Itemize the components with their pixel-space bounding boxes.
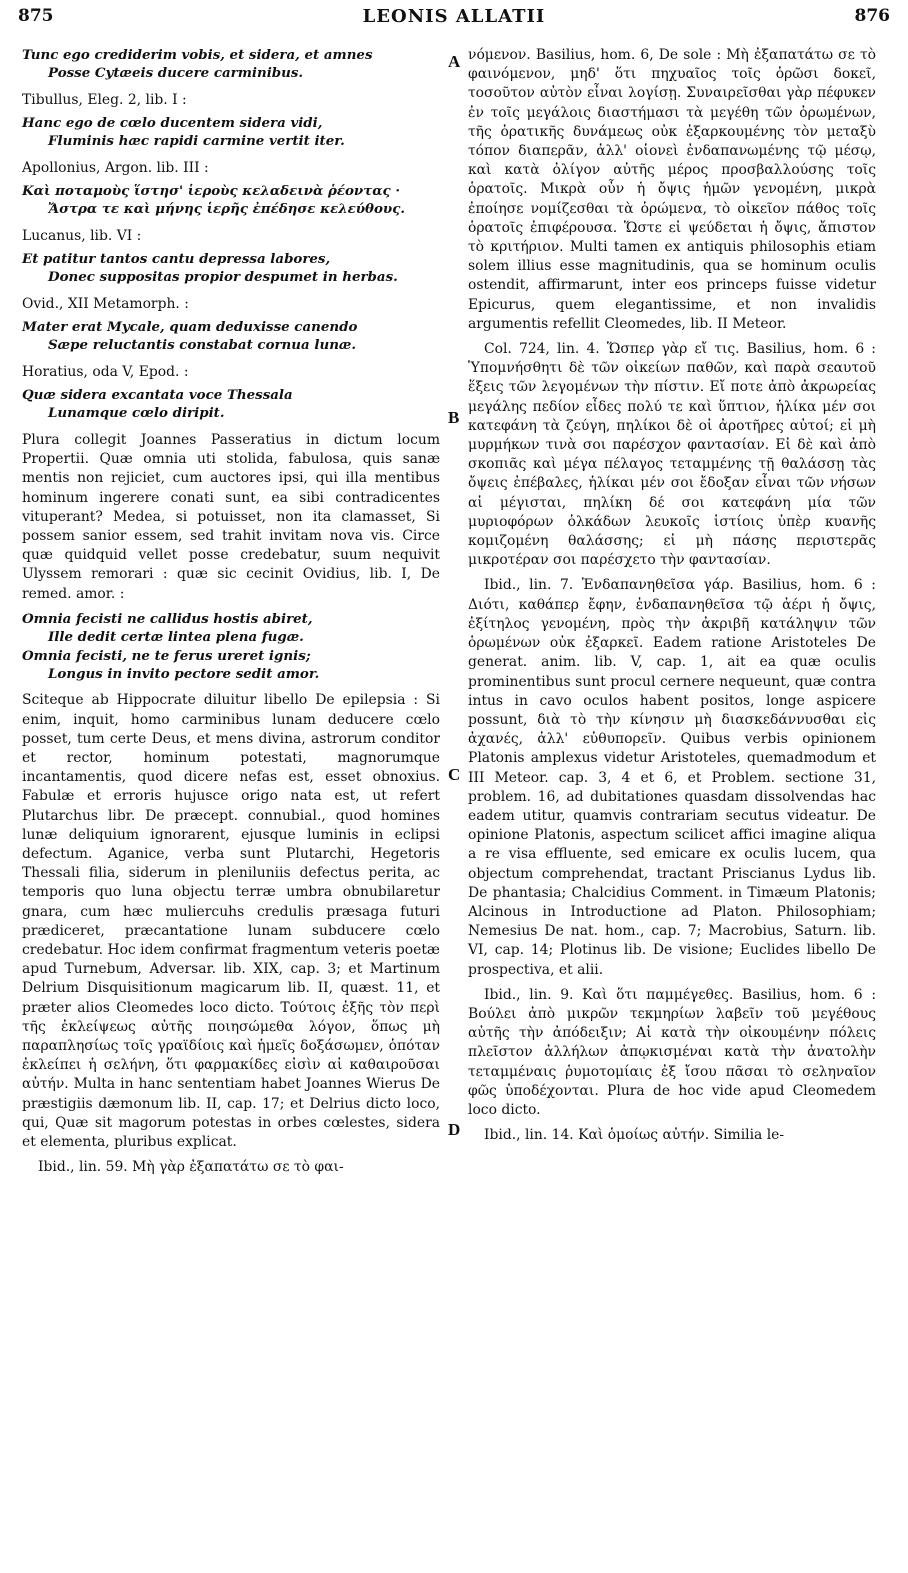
margin-marker-c: C	[448, 765, 461, 784]
citation-line: Ovid., XII Metamorph. :	[22, 295, 189, 312]
margin-marker-b: B	[448, 408, 460, 427]
commentary-paragraph: Ibid., lin. 14. Καὶ ὁμοίως αὐτήν. Similia le-	[484, 1127, 785, 1144]
commentary-paragraph: Sciteque ab Hippocrate diluitur libello De epilepsia : Si enim, inquit, homo carminibus lunam deducere cœlo posset, tum certe Deus, et mens divina, astrorum conditor et rector, hominum potestati, magnorumque incantamentis, quod dicere nefas est, esset obnoxius. Fabulæ et erroris hujusce origo nata est, ut refert Plutarchus libr. De præcept. connubial., quod homines lunæ deliquium ignorarent, ejusque luminis in eclipsi defectum. Aganice, verba sunt Plutarchi, Hegetoris Thessali filia, siderum in pleniluniis defectus perita, ac temporis quo luna objectu terræ umbra obnubilaretur gnara, cum hæc muliercuhs credulis præsaga futuri prædiceret, præcantatione lunam subducere cœlo credebatur. Hoc idem confirmat fragmentum veteris poetæ apud Turnebum, Adversar. lib. XIX, cap. 3; et Martinum Delrium Disquisitionum magicarum lib. II, quæst. 11, et præter alios Cleomedes loco dicto. Τούτοις ἐξῆς τὸν περὶ τῆς ἐκλείψεως αὐτῆς ποιησώμεθα λόγον, ὅπως μὴ παραπλησίως τοῖς γραϊδίοις καὶ ἡμεῖς δοξάσωμεν, ὁπόταν ἐκλείπει ἡ σελήνη, ὅτι φαρμακίδες εἰσὶν αἱ καθαιροῦσαι αὐτήν. Multa in hanc sententiam habet Joannes Wierus De præstigiis dæmonum lib. II, cap. 17; et Delrius dicto loco, qui, Quæ sit magorum potestas in orbes cœlestes, sidera et elementa, pluribus explicat.	[22, 692, 440, 1151]
commentary-paragraph: Col. 724, lin. 4. Ὥσπερ γὰρ εἴ τις. Basilius, hom. 6 : Ὑπομνήσθητι δὲ τῶν οἰκείων παθῶν, καὶ παρὰ σεαυτοῦ ἕξεις τῶν λεγομένων τὴν πίστιν. Εἴ ποτε ἀπὸ ἀκρωρείας μεγάλης πεδίον εἶδες πολύ τε καὶ ὕπτιον, ἡλίκα μέν σοι κατεφάνη τὰ ζεύγη, πηλίκοι δὲ οἱ ἀροτῆρες αὐτοί; εἰ μὴ μυρμήκων τινὰ σοι παρέσχον φαντασίαν. Εἰ δὲ καὶ ἀπὸ σκοπιᾶς καὶ μέγα πέλαγος τεταμμένης τῇ θαλάσσῃ τὰς ὄψεις ἐπέβαλες, ἡλίκαι μέν σοι ἔδοξαν εἶναι τῶν νήσων αἱ μέγισται, πηλίκη δέ σοι κατεφάνη μία τῶν μυριοφόρων ὁλκάδων λευκοῖς ἱστίοις ὑπὲρ κυανῆς κομιζομένη θαλάσσης; εἰ μὴ πάσης περιστερᾶς μικροτέραν σοι παρέσχετο τὴν φαντασίαν.	[468, 341, 876, 569]
verse-line: Posse Cytæeis ducere carminibus.	[48, 65, 304, 82]
page-number-right: 876	[854, 6, 890, 26]
verse-line: Et patitur tantos cantu depressa labores,	[22, 251, 331, 268]
verse-line: Omnia fecisti, ne te ferus ureret ignis;	[22, 647, 311, 664]
verse-quote	[22, 182, 440, 219]
citation-line: Apollonius, Argon. lib. III :	[22, 159, 209, 176]
verse-quote	[22, 46, 440, 83]
left-column	[22, 46, 440, 1183]
margin-marker-d: D	[448, 1120, 461, 1139]
page-number-left: 875	[18, 6, 54, 26]
margin-marker-a: A	[448, 52, 461, 71]
verse-line: Omnia fecisti ne callidus hostis abiret,	[22, 610, 313, 627]
verse-line: Fluminis hæc rapidi carmine vertit iter.	[48, 133, 345, 150]
citation-line: Tibullus, Eleg. 2, lib. I :	[22, 91, 187, 108]
verse-line: Hanc ego de cœlo ducentem sidera vidi,	[22, 115, 323, 132]
right-column	[468, 46, 876, 1151]
verse-quote	[22, 250, 440, 287]
verse-quote	[22, 610, 440, 684]
verse-line: Longus in invito pectore sedit amor.	[48, 665, 320, 682]
verse-line: Ille dedit certæ lintea plena fugæ.	[48, 629, 304, 646]
citation-line: Horatius, oda V, Epod. :	[22, 363, 189, 380]
running-title: LEONIS ALLATII	[362, 6, 546, 27]
commentary-paragraph: νόμενον. Basilius, hom. 6, De sole : Μὴ ἐξαπατάτω σε τὸ φαινόμενον, μηδ' ὅτι πηχυαῖος τοῖς ὁρῶσι δοκεῖ, τοσοῦτον αὐτὸν εἶναι λογίσῃ. Συναιρεῖσθαι γὰρ πέφυκεν ἐν τοῖς μεγάλοις διαστήμασι τὰ μεγέθη τῶν ὁρωμένων, τῆς ὁρατικῆς δυνάμεως οὐκ ἐξαρκουμένης τὸν μεταξὺ τόπον διαπερᾶν, ἀλλ' οἱονεὶ ἐνδαπανωμένης τῷ μέσῳ, καὶ κατὰ ὀλίγον αὐτῆς μέρος προσβαλλούσης τοῖς ὁρατοῖς. Μικρὰ οὖν ἡ ὄψις ἡμῶν γενομένη, μικρὰ ἐποίησε νομίζεσθαι τὰ ὁρώμενα, τὸ οἰκεῖον πάθος τοῖς ὁρατοῖς ἐπιφέρουσα. Ὥστε εἰ ψεύδεται ἡ ὄψις, ἄπιστον τὸ κριτήριον. Multi tamen ex antiquis philosophis etiam solem illius esse magnitudinis, qua se hominum oculis ostendit, affirmarunt, inter eos princeps fuisse videtur Epicurus, quem elegantissime, et non invalidis argumentis refellit Cleomedes, lib. II Meteor.	[468, 47, 876, 332]
verse-quote	[22, 386, 440, 423]
citation-line: Lucanus, lib. VI :	[22, 227, 142, 244]
verse-line: Lunamque cœlo diripit.	[48, 405, 225, 422]
verse-line: Ἄστρα τε καὶ μήνης ἱερῆς ἐπέδησε κελεύθους.	[48, 201, 406, 218]
commentary-paragraph: Plura collegit Joannes Passeratius in dictum locum Propertii. Quæ omnia uti stolida, fabulosa, quis sanæ mentis non rejiciet, cum auctores ipsi, qui illa mentibus hominum ingerere conati sunt, ea sibi contradicentes vituperant? Medea, si potuisset, non ita clamasset, Si possem sanior essem, sed trahit invitam nova vis. Circe quæ quidquid vellet posse credebatur, suum nequivit Ulyssem remorari : quæ sic cecinit Ovidius, lib. I, De remed. amor. :	[22, 431, 440, 602]
verse-line: Donec suppositas propior despumet in herbas.	[48, 269, 398, 286]
running-header	[18, 6, 890, 32]
verse-line: Sæpe reluctantis constabat cornua lunæ.	[48, 337, 357, 354]
verse-line: Mater erat Mycale, quam deduxisse canendo	[22, 319, 358, 336]
verse-quote	[22, 114, 440, 151]
verse-quote	[22, 318, 440, 355]
verse-line: Quæ sidera excantata voce Thessala	[22, 387, 293, 404]
verse-line: Tunc ego crediderim vobis, et sidera, et amnes	[22, 47, 373, 63]
commentary-paragraph: Ibid., lin. 7. Ἐνδαπανηθεῖσα γάρ. Basilius, hom. 6 : Διότι, καθάπερ ἔφην, ἐνδαπανηθεῖσα τῷ ἀέρι ἡ ὄψις, ἐξίτηλος γενομένη, πρὸς τὴν ἀκριβῆ κατάληψιν τῶν ὁρωμένων οὐκ ἐξαρκεῖ. Eadem ratione Aristoteles De generat. anim. lib. V, cap. 1, ait ea quæ oculis prominentibus sunt procul cernere nequeunt, quæ contra intus in cavo oculos habent positos, longe aspicere possunt, διὰ τὸ τὴν κίνησιν μὴ διασκεδάννυσθαι εἰς ἀχανές, ἀλλ' εὐθυπορεῖν. Quibus verbis opinionem Platonis amplexus videtur Aristoteles, quemadmodum et III Meteor. cap. 3, 4 et 6, et Problem. sectione 31, problem. 16, ad dubitationes quasdam dissolvendas hac eadem utitur, quamvis contrariam secutus videatur. De opinione Platonis, aspectum scilicet affici imagine aliqua a re visa effluente, sed emicare ex oculis lucem, qua objectum comprehendat, tractant Priscianus Lydus lib. De phantasia; Chalcidius Comment. in Timæum Platonis; Alcinous in Introductione ad Platon. Philosophiam; Nemesius De nat. hom., cap. 7; Macrobius, Saturn. lib. VI, cap. 14; Plotinus lib. De visione; Euclides libello De prospectiva, et alii.	[468, 577, 876, 978]
verse-line: Καὶ ποταμοὺς ἵστησ' ἱεροὺς κελαδεινὰ ῥέοντας ·	[22, 183, 401, 200]
commentary-paragraph: Ibid., lin. 9. Καὶ ὅτι παμμέγεθες. Basilius, hom. 6 : Βούλει ἀπὸ μικρῶν τεκμηρίων λαβεῖν τοῦ μεγέθους αὐτῆς τὴν ἀπόδειξιν; Αἱ κατὰ τὴν οἰκουμένην πόλεις πλεῖστον ἀλλήλων ἀπῳκισμέναι κατὰ τὴν ἀνατολὴν τεταμμέναις ῥυμοτομίαις ἐξ ἴσου πᾶσαι τὸ σεληναῖον φῶς ὑποδέχονται. Plura de hoc vide apud Cleomedem loco dicto.	[468, 986, 876, 1118]
commentary-paragraph: Ibid., lin. 59. Μὴ γὰρ ἐξαπατάτω σε τὸ φαι-	[38, 1159, 344, 1176]
